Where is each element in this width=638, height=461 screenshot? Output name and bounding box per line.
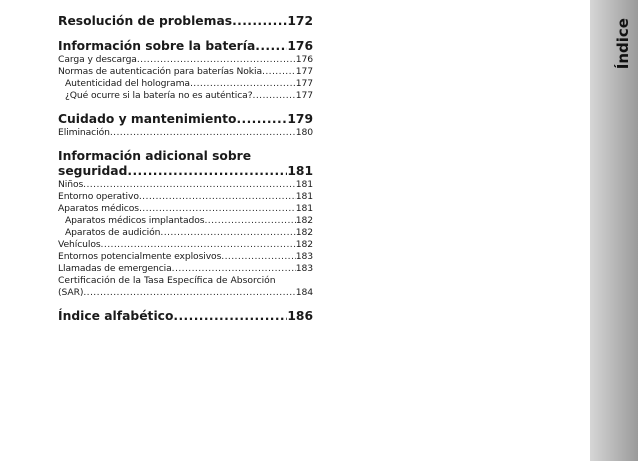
toc-entry-title: Entornos potencialmente explosivos bbox=[58, 251, 222, 262]
toc-entry-title: Aparatos de audición bbox=[65, 227, 161, 238]
toc-entry-title: Cuidado y mantenimiento bbox=[58, 112, 237, 126]
toc-entry-title: Normas de autenticación para baterías Nokia bbox=[58, 66, 263, 77]
toc-entry-eliminacion[interactable] bbox=[58, 127, 313, 139]
toc-entry-title: Autenticidad del holograma bbox=[65, 78, 190, 89]
toc-entry-normas-autenticacion[interactable] bbox=[58, 66, 313, 78]
dot-leader bbox=[83, 179, 296, 191]
table-of-contents bbox=[58, 14, 313, 324]
toc-entry-aparatos-audicion[interactable] bbox=[58, 227, 313, 239]
toc-entry-entorno-operativo[interactable] bbox=[58, 191, 313, 203]
toc-page-number: 182 bbox=[295, 227, 313, 238]
toc-page-number: 177 bbox=[295, 90, 313, 101]
toc-entry-informacion-seguridad[interactable] bbox=[58, 164, 313, 179]
dot-leader bbox=[173, 309, 287, 324]
toc-page-number: 179 bbox=[287, 112, 313, 126]
toc-entry-title: Carga y descarga bbox=[58, 54, 137, 65]
toc-entry-title: Aparatos médicos bbox=[58, 203, 139, 214]
dot-leader bbox=[101, 239, 296, 251]
toc-entry-certificacion-sar-line1[interactable]: Certificación de la Tasa Específica de Absorción bbox=[58, 275, 276, 286]
toc-entry-title: Vehículos bbox=[58, 239, 101, 250]
toc-page-number: 181 bbox=[295, 179, 313, 190]
dot-leader bbox=[204, 215, 295, 227]
toc-entry-llamadas-emergencia[interactable] bbox=[58, 263, 313, 275]
toc-page-number: 182 bbox=[295, 215, 313, 226]
toc-page-number: 177 bbox=[295, 66, 313, 77]
toc-entry-title: seguridad bbox=[58, 164, 128, 178]
dot-leader bbox=[232, 14, 287, 29]
toc-entry-ninos[interactable] bbox=[58, 179, 313, 191]
side-tab bbox=[590, 0, 638, 461]
toc-entry-informacion-seguridad-line1[interactable]: Información adicional sobre bbox=[58, 149, 252, 163]
dot-leader bbox=[160, 227, 295, 239]
toc-entry-aparatos-medicos-implantados[interactable] bbox=[58, 215, 313, 227]
dot-leader bbox=[262, 66, 296, 78]
toc-entry-bateria-no-autentica[interactable] bbox=[58, 90, 313, 102]
toc-entry-title: Eliminación bbox=[58, 127, 110, 138]
dot-leader bbox=[255, 39, 287, 54]
toc-page-number: 172 bbox=[287, 14, 313, 28]
toc-entry-indice-alfabetico[interactable] bbox=[58, 309, 313, 324]
dot-leader bbox=[139, 191, 296, 203]
toc-entry-title: (SAR) bbox=[58, 287, 84, 298]
toc-entry-title: Resolución de problemas bbox=[58, 14, 233, 28]
toc-page-number: 183 bbox=[295, 251, 313, 262]
toc-entry-title: Entorno operativo bbox=[58, 191, 139, 202]
dot-leader bbox=[110, 127, 296, 139]
toc-entry-resolucion-de-problemas[interactable] bbox=[58, 14, 313, 29]
toc-page-number: 176 bbox=[287, 39, 313, 53]
dot-leader bbox=[83, 287, 295, 299]
toc-entry-title: Aparatos médicos implantados bbox=[65, 215, 205, 226]
toc-entry-title: Niños bbox=[58, 179, 84, 190]
toc-page-number: 181 bbox=[287, 164, 313, 178]
toc-entry-certificacion-sar[interactable] bbox=[58, 287, 313, 299]
toc-page-number: 182 bbox=[295, 239, 313, 250]
dot-leader bbox=[137, 54, 296, 66]
toc-entry-title: Información sobre la batería bbox=[58, 39, 256, 53]
toc-entry-cuidado-mantenimiento[interactable] bbox=[58, 112, 313, 127]
toc-entry-carga-descarga[interactable] bbox=[58, 54, 313, 66]
toc-entry-title: Llamadas de emergencia bbox=[58, 263, 172, 274]
toc-page-number: 176 bbox=[295, 54, 313, 65]
toc-entry-autenticidad-holograma[interactable] bbox=[58, 78, 313, 90]
dot-leader bbox=[253, 90, 296, 102]
toc-page-number: 181 bbox=[295, 191, 313, 202]
toc-page-number: 184 bbox=[295, 287, 313, 298]
dot-leader bbox=[190, 78, 296, 90]
dot-leader bbox=[236, 112, 287, 127]
toc-entry-vehiculos[interactable] bbox=[58, 239, 313, 251]
side-tab-label: Índice bbox=[614, 18, 632, 70]
toc-entry-entornos-explosivos[interactable] bbox=[58, 251, 313, 263]
dot-leader bbox=[139, 203, 296, 215]
toc-entry-title: Índice alfabético bbox=[58, 309, 174, 323]
dot-leader bbox=[127, 164, 287, 179]
toc-page-number: 183 bbox=[295, 263, 313, 274]
toc-page-number: 186 bbox=[287, 309, 313, 323]
toc-page-number: 177 bbox=[295, 78, 313, 89]
dot-leader bbox=[221, 251, 295, 263]
toc-entry-informacion-bateria[interactable] bbox=[58, 39, 313, 54]
toc-page-number: 180 bbox=[295, 127, 313, 138]
toc-entry-aparatos-medicos[interactable] bbox=[58, 203, 313, 215]
toc-page-number: 181 bbox=[295, 203, 313, 214]
toc-entry-title: ¿Qué ocurre si la batería no es auténtica? bbox=[65, 90, 253, 101]
dot-leader bbox=[172, 263, 296, 275]
